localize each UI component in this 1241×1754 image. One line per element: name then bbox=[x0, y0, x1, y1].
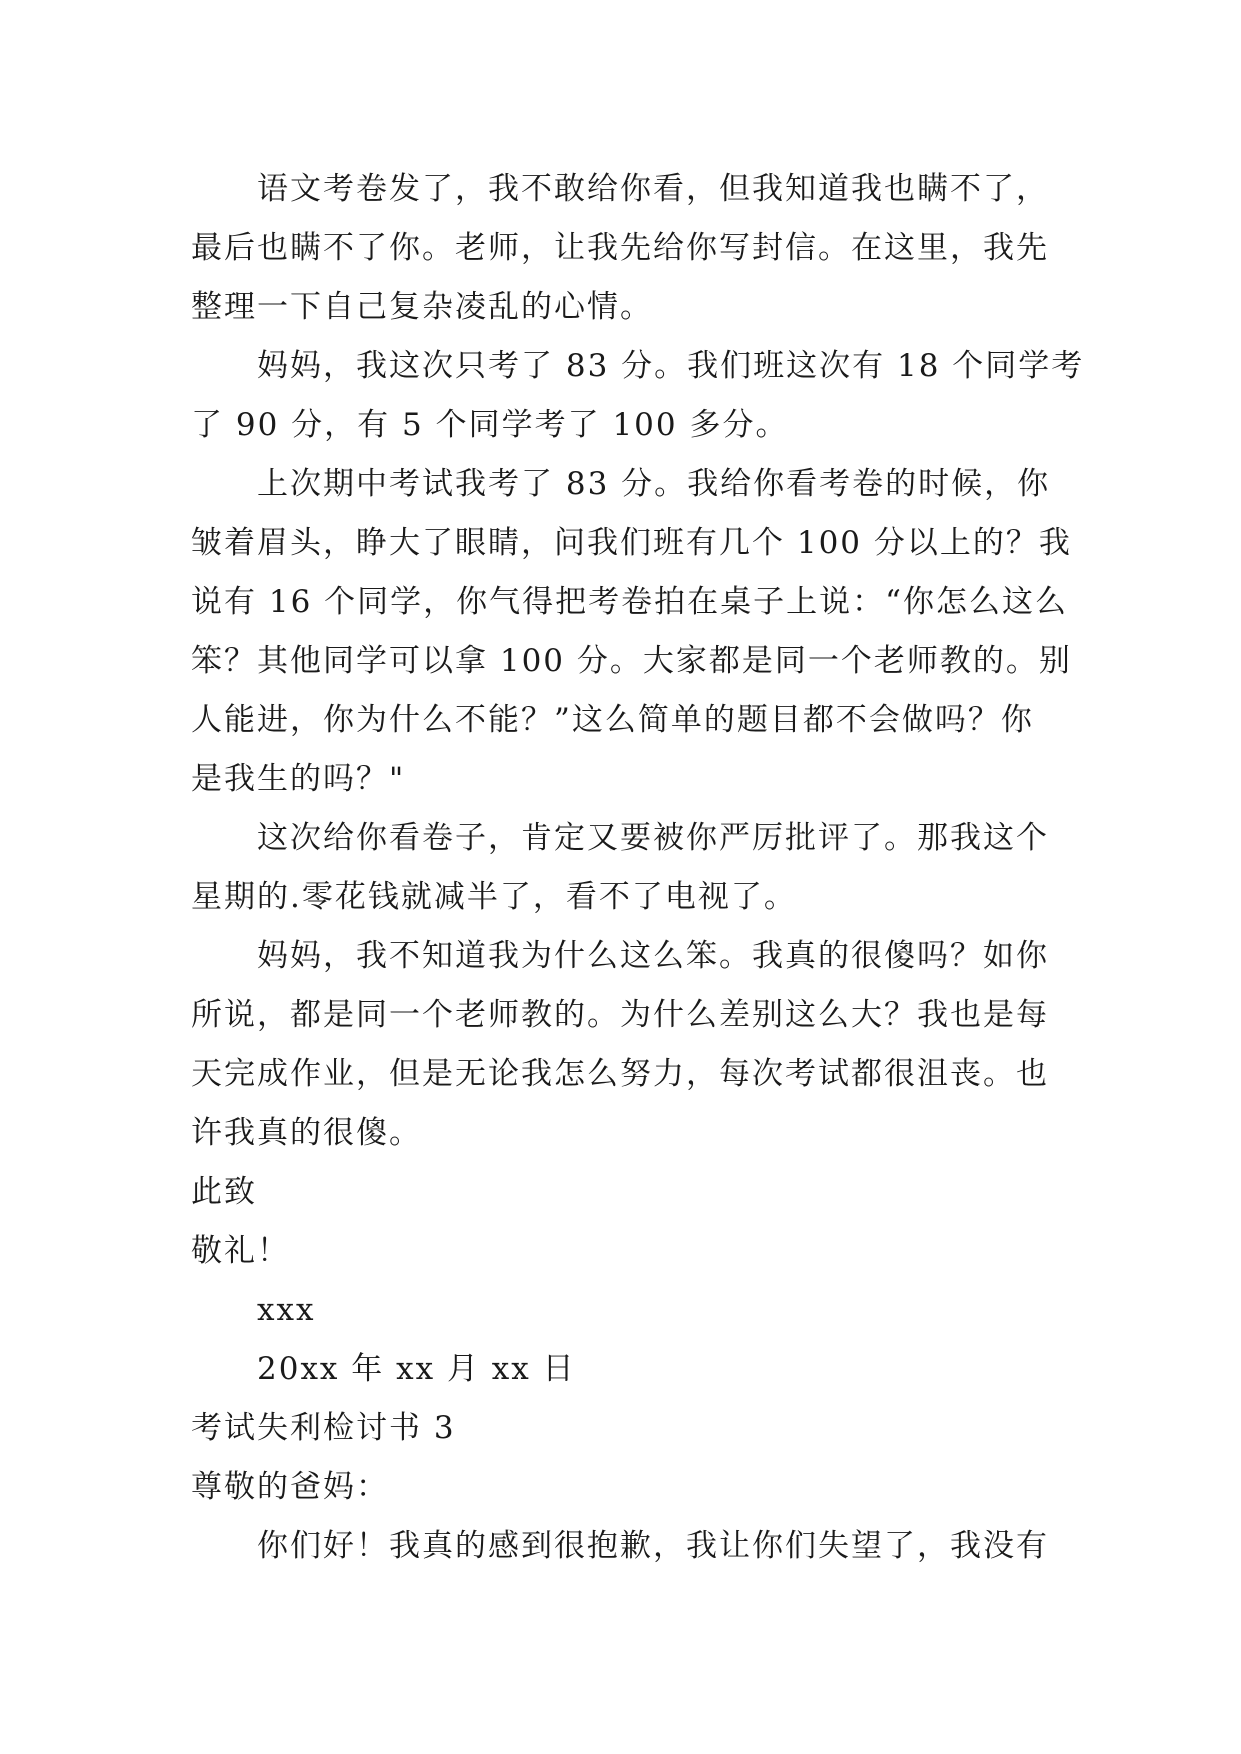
letter-greeting: 尊敬的爸妈： bbox=[191, 1469, 389, 1505]
paragraph-line: 天完成作业，但是无论我怎么努力，每次考试都很沮丧。也 bbox=[191, 1056, 1049, 1092]
paragraph-line: 这次给你看卷子，肯定又要被你严厉批评了。那我这个 bbox=[257, 820, 1049, 856]
paragraph-line: 笨？其他同学可以拿 100 分。大家都是同一个老师教的。别 bbox=[191, 643, 1072, 679]
paragraph-line: 妈妈，我不知道我为什么这么笨。我真的很傻吗？如你 bbox=[257, 938, 1049, 974]
signature-date: 20xx 年 xx 月 xx 日 bbox=[257, 1351, 576, 1387]
paragraph-line: 最后也瞒不了你。老师，让我先给你写封信。在这里，我先 bbox=[191, 230, 1049, 266]
paragraph-line: 了 90 分，有 5 个同学考了 100 多分。 bbox=[191, 407, 789, 443]
closing-salutation: 此致 bbox=[191, 1174, 257, 1210]
paragraph-line: 整理一下自己复杂凌乱的心情。 bbox=[191, 289, 653, 325]
paragraph-line: 你们好！我真的感到很抱歉，我让你们失望了，我没有 bbox=[257, 1528, 1049, 1564]
document-body bbox=[191, 160, 1085, 1576]
paragraph-line: 所说，都是同一个老师教的。为什么差别这么大？我也是每 bbox=[191, 997, 1049, 1033]
closing-regards: 敬礼！ bbox=[191, 1233, 290, 1269]
paragraph-line: 皱着眉头，睁大了眼睛，问我们班有几个 100 分以上的？我 bbox=[191, 525, 1072, 561]
paragraph-line: 上次期中考试我考了 83 分。我给你看考卷的时候，你 bbox=[257, 466, 1051, 502]
paragraph-line: 妈妈，我这次只考了 83 分。我们班这次有 18 个同学考 bbox=[257, 348, 1085, 384]
paragraph-line: 许我真的很傻。 bbox=[191, 1115, 422, 1151]
section-title: 考试失利检讨书 3 bbox=[191, 1410, 456, 1446]
paragraph-line: 人能进，你为什么不能？”这么简单的题目都不会做吗？你 bbox=[191, 702, 1034, 738]
signature-name: xxx bbox=[257, 1292, 316, 1328]
paragraph-line: 说有 16 个同学，你气得把考卷拍在桌子上说：“你怎么这么 bbox=[191, 584, 1068, 620]
paragraph-line: 星期的.零花钱就减半了，看不了电视了。 bbox=[191, 879, 797, 915]
paragraph-line: 语文考卷发了，我不敢给你看，但我知道我也瞒不了， bbox=[257, 171, 1049, 207]
paragraph-line: 是我生的吗？" bbox=[191, 761, 406, 797]
